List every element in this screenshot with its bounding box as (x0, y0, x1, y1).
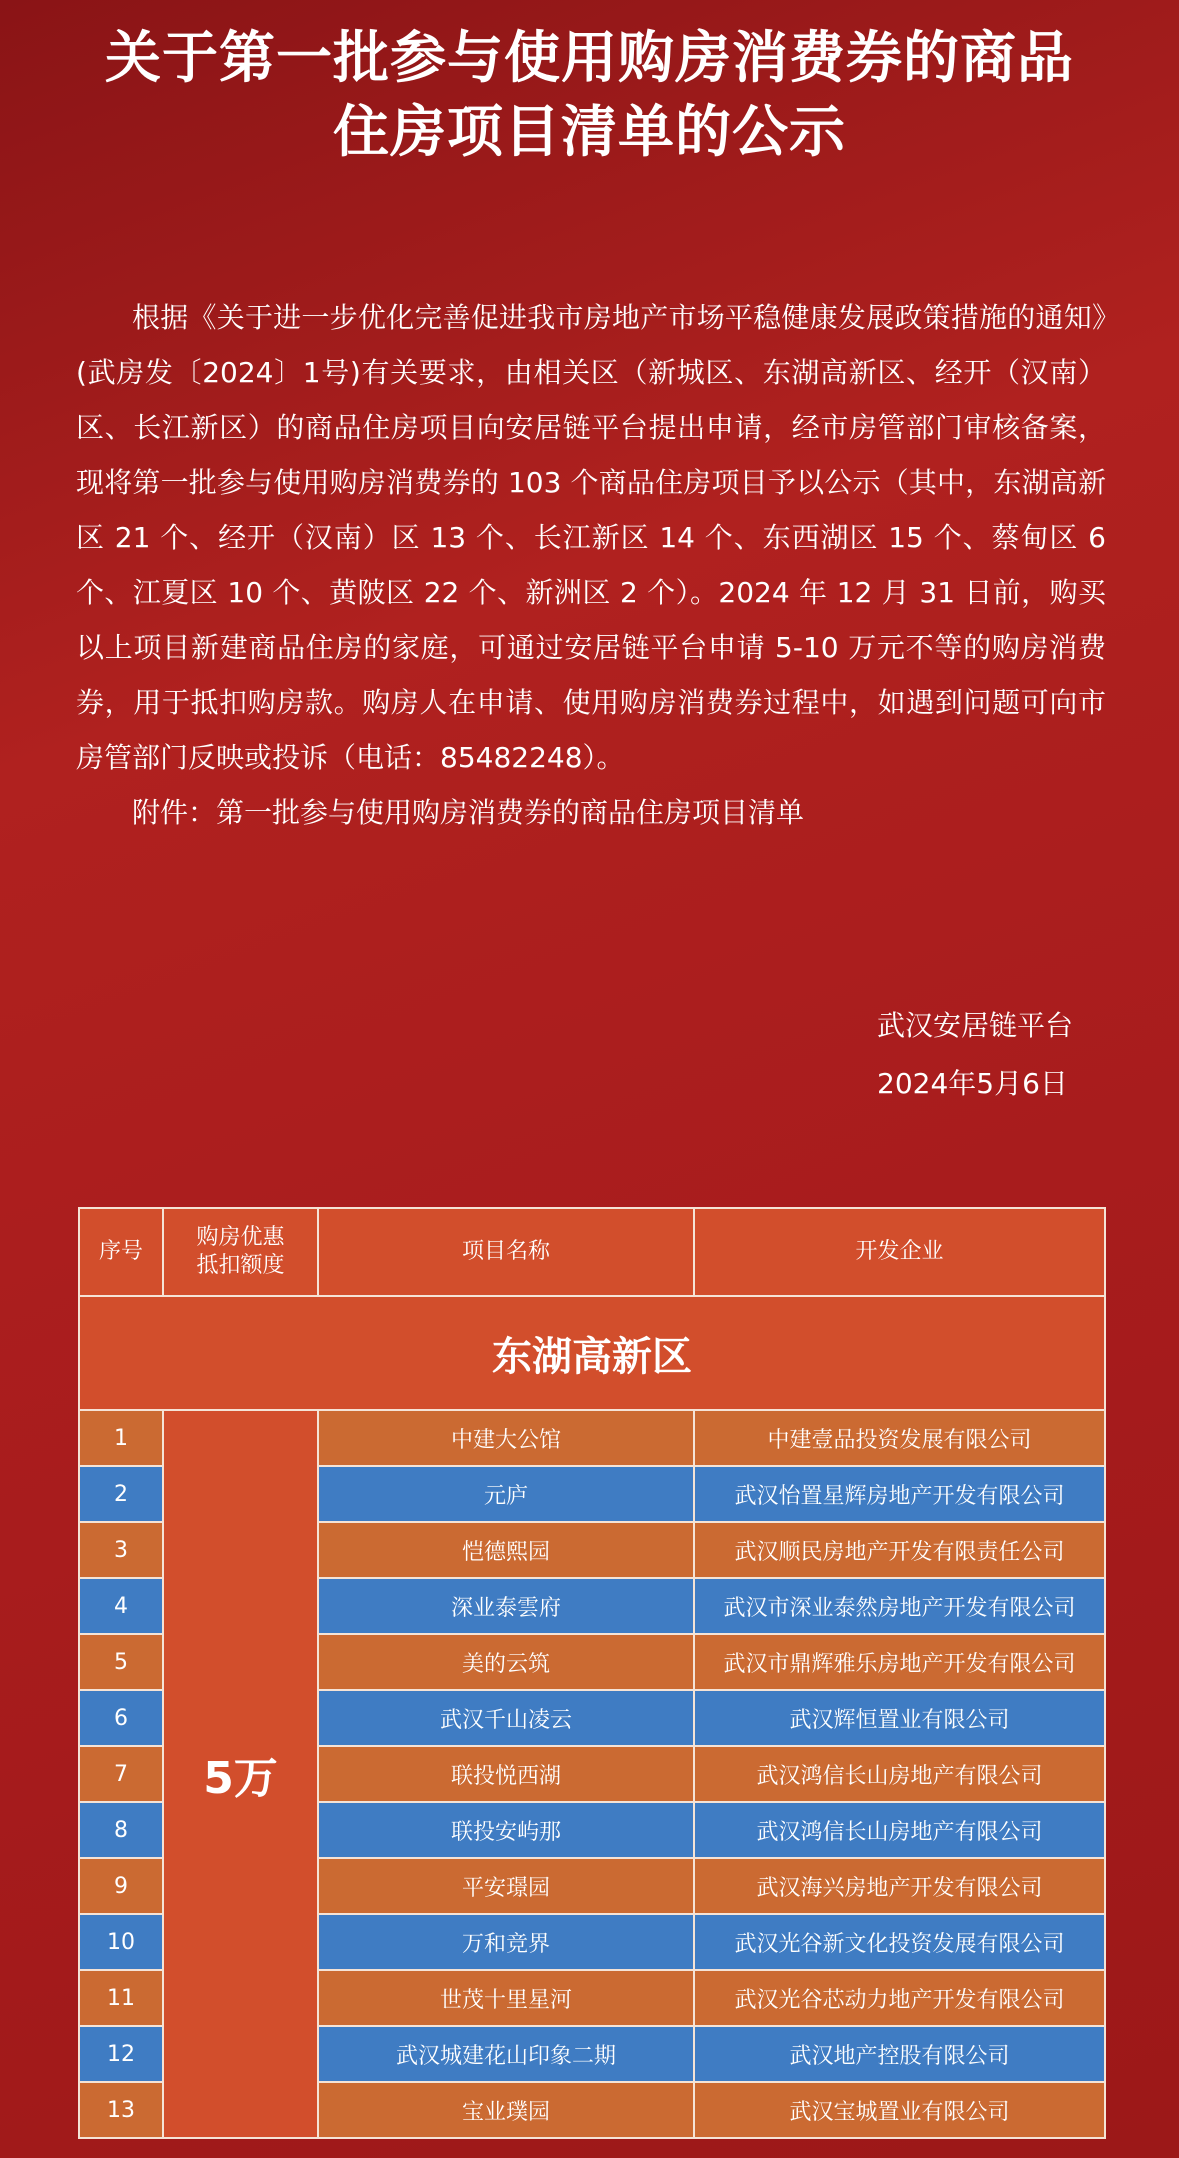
cell-developer: 中建壹品投资发展有限公司 (694, 1410, 1105, 1466)
header-project: 项目名称 (318, 1208, 694, 1296)
cell-seq: 12 (79, 2026, 163, 2082)
cell-developer: 武汉鸿信长山房地产有限公司 (694, 1746, 1105, 1802)
table-row (79, 1410, 1105, 1466)
attachment-note: 附件：第一批参与使用购房消费券的商品住房项目清单 (132, 796, 805, 829)
cell-developer: 武汉辉恒置业有限公司 (694, 1690, 1105, 1746)
header-amount-line-1: 购房优惠 (196, 1225, 285, 1250)
header-amount (163, 1208, 318, 1296)
region-heading: 东湖高新区 (79, 1296, 1105, 1410)
cell-project: 联投悦西湖 (318, 1746, 694, 1802)
cell-project: 中建大公馆 (318, 1410, 694, 1466)
cell-seq: 9 (79, 1858, 163, 1914)
cell-seq: 7 (79, 1746, 163, 1802)
cell-developer: 武汉市深业泰然房地产开发有限公司 (694, 1578, 1105, 1634)
cell-developer: 武汉宝城置业有限公司 (694, 2082, 1105, 2138)
cell-project: 武汉城建花山印象二期 (318, 2026, 694, 2082)
page-title (0, 22, 1179, 170)
cell-seq: 2 (79, 1466, 163, 1522)
cell-project: 万和竞界 (318, 1914, 694, 1970)
cell-developer: 武汉海兴房地产开发有限公司 (694, 1858, 1105, 1914)
notice-paragraph: 根据《关于进一步优化完善促进我市房地产市场平稳健康发展政策措施的通知》(武房发〔2024〕1号)有关要求，由相关区（新城区、东湖高新区、经开（汉南）区、长江新区）的商品住房项目向安居链平台提出申请，经市房管部门审核备案，现将第一批参与使用购房消费券的 103 个商品住房项目予以公示（其中，东湖高新区 21 个、经开（汉南）区 13 个、长江新区 14 个、东西湖区 15 个、蔡甸区 6 个、江夏区 10 个、黄陂区 22 个、新洲区 2 个）。2024 年 12 月 31 日前，购买以上项目新建商品住房的家庭，可通过安居链平台申请 5-10 万元不等的购房消费券，用于抵扣购房款。购房人在申请、使用购房消费券过程中，如遇到问题可向市房管部门反映或投诉（电话：85482248）。 (76, 301, 1106, 774)
cell-project: 恺德熙园 (318, 1522, 694, 1578)
cell-project: 世茂十里星河 (318, 1970, 694, 2026)
cell-developer: 武汉鸿信长山房地产有限公司 (694, 1802, 1105, 1858)
cell-seq: 4 (79, 1578, 163, 1634)
cell-developer: 武汉地产控股有限公司 (694, 2026, 1105, 2082)
cell-seq: 8 (79, 1802, 163, 1858)
cell-project: 元庐 (318, 1466, 694, 1522)
cell-project: 深业泰雲府 (318, 1578, 694, 1634)
cell-seq: 13 (79, 2082, 163, 2138)
cell-developer: 武汉怡置星辉房地产开发有限公司 (694, 1466, 1105, 1522)
signature-date: 2024年5月6日 (877, 1067, 1068, 1100)
title-line-1: 关于第一批参与使用购房消费券的商品 (105, 26, 1074, 91)
cell-developer: 武汉顺民房地产开发有限责任公司 (694, 1522, 1105, 1578)
cell-project: 联投安屿那 (318, 1802, 694, 1858)
cell-seq: 10 (79, 1914, 163, 1970)
signature-org: 武汉安居链平台 (877, 1009, 1074, 1042)
notice-body (76, 290, 1106, 840)
cell-seq: 5 (79, 1634, 163, 1690)
cell-amount: 5万 (163, 1410, 318, 2138)
header-developer: 开发企业 (694, 1208, 1105, 1296)
cell-project: 平安璟园 (318, 1858, 694, 1914)
cell-seq: 1 (79, 1410, 163, 1466)
header-amount-line-2: 抵扣额度 (196, 1253, 285, 1278)
project-table (78, 1207, 1106, 2139)
cell-developer: 武汉市鼎辉雅乐房地产开发有限公司 (694, 1634, 1105, 1690)
title-line-2: 住房项目清单的公示 (333, 100, 846, 165)
cell-project: 武汉千山凌云 (318, 1690, 694, 1746)
header-seq: 序号 (79, 1208, 163, 1296)
cell-seq: 3 (79, 1522, 163, 1578)
cell-developer: 武汉光谷芯动力地产开发有限公司 (694, 1970, 1105, 2026)
cell-seq: 6 (79, 1690, 163, 1746)
cell-project: 宝业璞园 (318, 2082, 694, 2138)
cell-project: 美的云筑 (318, 1634, 694, 1690)
cell-seq: 11 (79, 1970, 163, 2026)
cell-developer: 武汉光谷新文化投资发展有限公司 (694, 1914, 1105, 1970)
